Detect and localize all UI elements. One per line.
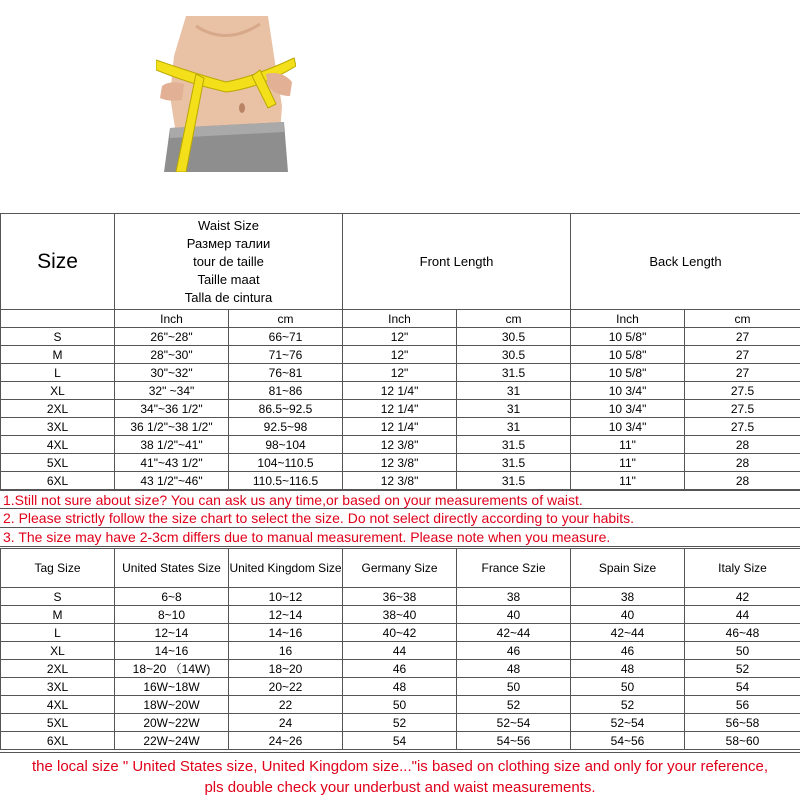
table-cell: 10 3/4" <box>571 418 685 436</box>
table-cell: 52 <box>571 696 685 714</box>
table-cell: 28"~30" <box>115 346 229 364</box>
table-cell: 10 3/4" <box>571 382 685 400</box>
table-cell: 14~16 <box>229 624 343 642</box>
waist-header-line: Размер талии <box>186 235 271 251</box>
table-cell: 12 3/8" <box>343 472 457 490</box>
table-cell: 31.5 <box>457 436 571 454</box>
table-cell: 30.5 <box>457 346 571 364</box>
table-cell: 86.5~92.5 <box>229 400 343 418</box>
table-cell: 14~16 <box>115 642 229 660</box>
table-cell: 52 <box>343 714 457 732</box>
front-length-header: Front Length <box>343 214 571 310</box>
back-length-header: Back Length <box>571 214 800 310</box>
table-cell: 16 <box>229 642 343 660</box>
table-cell: 81~86 <box>229 382 343 400</box>
table-cell: 34"~36 1/2" <box>115 400 229 418</box>
table-cell: 12 1/4" <box>343 400 457 418</box>
table-cell: 76~81 <box>229 364 343 382</box>
table-cell: 58~60 <box>685 732 800 750</box>
table-cell: 104~110.5 <box>229 454 343 472</box>
table-cell: 12 1/4" <box>343 382 457 400</box>
table-cell: S <box>1 588 115 606</box>
table-cell: 52~54 <box>571 714 685 732</box>
table-cell: 6XL <box>1 732 115 750</box>
table-cell: 52~54 <box>457 714 571 732</box>
table-cell: 12 3/8" <box>343 454 457 472</box>
table-cell: 31.5 <box>457 364 571 382</box>
table-cell: 27.5 <box>685 418 800 436</box>
table-row <box>1 732 800 750</box>
table-row <box>1 328 800 346</box>
germany-size-header: Germany Size <box>343 549 457 588</box>
table-cell: 24~26 <box>229 732 343 750</box>
table-cell: 11" <box>571 436 685 454</box>
table-cell: 27 <box>685 346 800 364</box>
table-cell: 92.5~98 <box>229 418 343 436</box>
table-cell: 26"~28" <box>115 328 229 346</box>
table-cell: 31.5 <box>457 454 571 472</box>
table-cell: 8~10 <box>115 606 229 624</box>
table-cell: 54 <box>343 732 457 750</box>
table-cell: L <box>1 624 115 642</box>
table-row <box>1 696 800 714</box>
unit-spacer <box>1 310 115 328</box>
unit-header: Inch <box>115 310 229 328</box>
table-cell: 5XL <box>1 714 115 732</box>
italy-size-header: Italy Size <box>685 549 800 588</box>
table-row <box>1 588 800 606</box>
table-cell: 52 <box>457 696 571 714</box>
waist-size-table <box>0 213 800 490</box>
table-cell: 66~71 <box>229 328 343 346</box>
size-header: Size <box>1 214 115 310</box>
waist-header-line: Waist Size <box>198 217 259 233</box>
table-cell: 38 <box>571 588 685 606</box>
table-cell: 98~104 <box>229 436 343 454</box>
table-cell: 31 <box>457 382 571 400</box>
table-cell: 46~48 <box>685 624 800 642</box>
table-cell: 31 <box>457 400 571 418</box>
table-cell: 50 <box>685 642 800 660</box>
table-cell: 56~58 <box>685 714 800 732</box>
table-cell: 2XL <box>1 400 115 418</box>
table-row <box>1 660 800 678</box>
table-row <box>1 436 800 454</box>
table-cell: 5XL <box>1 454 115 472</box>
table-row <box>1 382 800 400</box>
table-cell: 12~14 <box>115 624 229 642</box>
table-cell: 46 <box>571 642 685 660</box>
table-cell: 24 <box>229 714 343 732</box>
table-cell: 10 5/8" <box>571 346 685 364</box>
table-row <box>1 678 800 696</box>
table-cell: 110.5~116.5 <box>229 472 343 490</box>
table-row <box>1 606 800 624</box>
table-cell: 38~40 <box>343 606 457 624</box>
unit-header: cm <box>457 310 571 328</box>
table-cell: 28 <box>685 436 800 454</box>
footer-line: pls double check your underbust and waist measurements. <box>204 779 596 796</box>
table-cell: 22 <box>229 696 343 714</box>
table-cell: M <box>1 346 115 364</box>
table-cell: 3XL <box>1 678 115 696</box>
table-row <box>1 642 800 660</box>
table-cell: 40 <box>457 606 571 624</box>
table-cell: 48 <box>343 678 457 696</box>
waist-size-rows <box>1 328 800 490</box>
waist-measuring-photo <box>156 16 296 172</box>
table-cell: 50 <box>343 696 457 714</box>
table-cell: 12" <box>343 328 457 346</box>
table-cell: 40~42 <box>343 624 457 642</box>
table-cell: 20~22 <box>229 678 343 696</box>
table-cell: 12~14 <box>229 606 343 624</box>
table-cell: 43 1/2"~46" <box>115 472 229 490</box>
table-cell: 52 <box>685 660 800 678</box>
table-cell: S <box>1 328 115 346</box>
table-row <box>1 346 800 364</box>
table-cell: 6XL <box>1 472 115 490</box>
table-cell: 18~20 （14W) <box>115 660 229 678</box>
table-cell: 16W~18W <box>115 678 229 696</box>
table-cell: 50 <box>457 678 571 696</box>
table-cell: 48 <box>457 660 571 678</box>
table-cell: 27.5 <box>685 400 800 418</box>
table-row <box>1 624 800 642</box>
table-cell: 27 <box>685 364 800 382</box>
table-cell: 30"~32" <box>115 364 229 382</box>
note-3: 3. The size may have 2-3cm differs due to manual measurement. Please note when you measure. <box>0 528 800 547</box>
spain-size-header: Spain Size <box>571 549 685 588</box>
tag-size-header: Tag Size <box>1 549 115 588</box>
table-cell: 54~56 <box>457 732 571 750</box>
note-1: 1.Still not sure about size? You can ask us any time,or based on your measurements of waist. <box>0 490 800 509</box>
table-cell: 20W~22W <box>115 714 229 732</box>
international-size-rows <box>1 588 800 750</box>
table-cell: 50 <box>571 678 685 696</box>
table-cell: 11" <box>571 454 685 472</box>
table-cell: 2XL <box>1 660 115 678</box>
table-cell: 30.5 <box>457 328 571 346</box>
waist-size-header <box>115 214 343 310</box>
table-cell: 36~38 <box>343 588 457 606</box>
table-cell: 12 1/4" <box>343 418 457 436</box>
table-cell: XL <box>1 382 115 400</box>
table-row <box>1 400 800 418</box>
table-cell: 38 1/2"~41" <box>115 436 229 454</box>
table-cell: 4XL <box>1 436 115 454</box>
international-size-table <box>0 548 800 750</box>
table-row <box>1 364 800 382</box>
table-cell: 10 5/8" <box>571 328 685 346</box>
table-cell: L <box>1 364 115 382</box>
table-cell: 54 <box>685 678 800 696</box>
table-cell: 48 <box>571 660 685 678</box>
table-cell: 27.5 <box>685 382 800 400</box>
uk-size-header: United Kingdom Size <box>229 549 343 588</box>
table-row <box>1 454 800 472</box>
table-cell: 18W~20W <box>115 696 229 714</box>
table-cell: 44 <box>685 606 800 624</box>
table-cell: 10 3/4" <box>571 400 685 418</box>
table-cell: 46 <box>457 642 571 660</box>
us-size-header: United States Size <box>115 549 229 588</box>
table-cell: 40 <box>571 606 685 624</box>
table-cell: 12" <box>343 346 457 364</box>
table-cell: 54~56 <box>571 732 685 750</box>
table-cell: 18~20 <box>229 660 343 678</box>
table-cell: 27 <box>685 328 800 346</box>
unit-header: Inch <box>571 310 685 328</box>
table-cell: 41"~43 1/2" <box>115 454 229 472</box>
table-cell: 12 3/8" <box>343 436 457 454</box>
footer-line: the local size " United States size, United Kingdom size..."is based on clothing size and only for your reference, <box>31 758 769 775</box>
waist-tape-measure-illustration <box>156 16 296 172</box>
table-cell: 11" <box>571 472 685 490</box>
table-cell: 32" ~34" <box>115 382 229 400</box>
table-cell: 46 <box>343 660 457 678</box>
table-row <box>1 714 800 732</box>
table-cell: 36 1/2"~38 1/2" <box>115 418 229 436</box>
table-cell: 10~12 <box>229 588 343 606</box>
unit-header: cm <box>685 310 800 328</box>
table-cell: 4XL <box>1 696 115 714</box>
waist-header-line: tour de taille <box>193 253 264 269</box>
footer-disclaimer <box>0 752 800 800</box>
table-cell: 42~44 <box>571 624 685 642</box>
note-2: 2. Please strictly follow the size chart to select the size. Do not select directly according to your habits. <box>0 509 800 528</box>
table-cell: 28 <box>685 472 800 490</box>
table-cell: 10 5/8" <box>571 364 685 382</box>
table-cell: 22W~24W <box>115 732 229 750</box>
unit-header: Inch <box>343 310 457 328</box>
table-cell: 31.5 <box>457 472 571 490</box>
waist-header-line: Taille maat <box>197 271 260 287</box>
unit-header: cm <box>229 310 343 328</box>
table-cell: 44 <box>343 642 457 660</box>
table-cell: 71~76 <box>229 346 343 364</box>
table-cell: 6~8 <box>115 588 229 606</box>
table-cell: M <box>1 606 115 624</box>
table-cell: 42~44 <box>457 624 571 642</box>
table-cell: 31 <box>457 418 571 436</box>
table-cell: 28 <box>685 454 800 472</box>
table-row <box>1 472 800 490</box>
france-size-header: France Szie <box>457 549 571 588</box>
table-row <box>1 418 800 436</box>
table-cell: 3XL <box>1 418 115 436</box>
table-cell: 56 <box>685 696 800 714</box>
table-cell: 42 <box>685 588 800 606</box>
table-cell: 12" <box>343 364 457 382</box>
table-cell: XL <box>1 642 115 660</box>
table-cell: 38 <box>457 588 571 606</box>
size-notes <box>0 490 800 547</box>
waist-header-line: Talla de cintura <box>184 289 273 305</box>
